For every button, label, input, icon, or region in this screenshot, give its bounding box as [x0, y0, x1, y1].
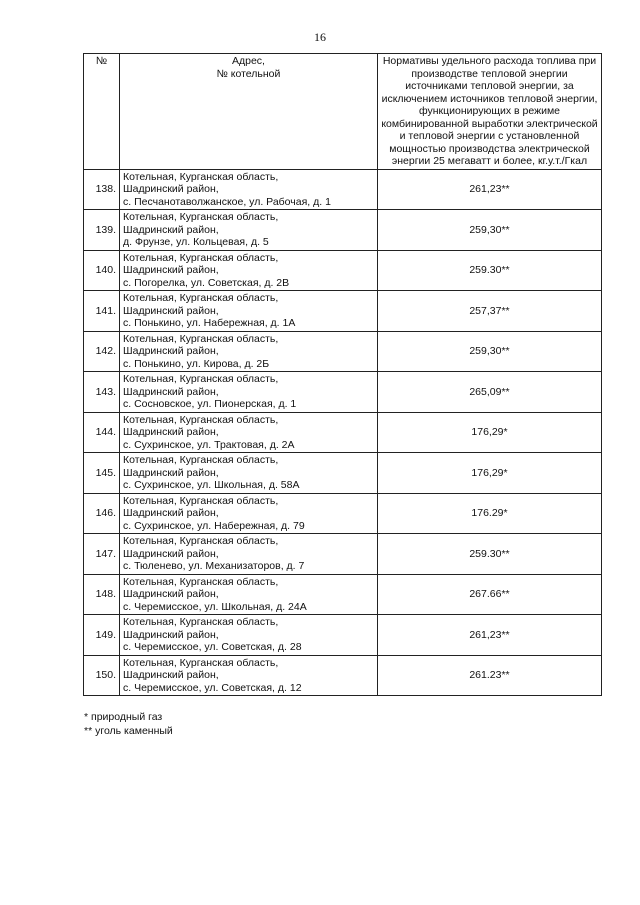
row-norm-value: 259.30** [378, 250, 602, 291]
header-address [120, 54, 378, 170]
row-address [120, 493, 378, 534]
address-line-2: Шадринский район, [123, 507, 219, 519]
footnote-natural-gas: * природный газ [84, 711, 163, 723]
address-line-1: Котельная, Курганская область, [123, 170, 279, 183]
table-row [84, 210, 602, 251]
table-row [84, 169, 602, 210]
address-line-2: Шадринский район, [123, 426, 219, 438]
row-norm-value: 257,37** [378, 291, 602, 332]
address-line-3: с. Сухринское, ул. Набережная, д. 79 [123, 519, 305, 532]
row-norm-value: 267.66** [378, 574, 602, 615]
address-line-3: с. Черемисское, ул. Советская, д. 28 [123, 641, 302, 653]
row-address [120, 250, 378, 291]
row-address [120, 169, 378, 210]
table-row [84, 574, 602, 615]
table-row [84, 493, 602, 534]
table-body [84, 169, 602, 696]
address-line-2: Шадринский район, [123, 264, 219, 276]
address-line-1: Котельная, Курганская область, [123, 332, 279, 345]
table-row [84, 250, 602, 291]
row-address [120, 210, 378, 251]
row-norm-value: 259.30** [378, 534, 602, 575]
row-norm-value: 259,30** [378, 210, 602, 251]
row-number: 149. [84, 615, 120, 656]
row-norm-value: 176.29* [378, 493, 602, 534]
footnote-coal: ** уголь каменный [84, 725, 173, 737]
row-norm-value: 265,09** [378, 372, 602, 413]
row-number: 141. [84, 291, 120, 332]
header-address-line2: № котельной [216, 67, 281, 80]
address-line-1: Котельная, Курганская область, [123, 656, 279, 669]
address-line-1: Котельная, Курганская область, [123, 616, 279, 628]
row-number: 143. [84, 372, 120, 413]
address-line-2: Шадринский район, [123, 588, 219, 600]
address-line-2: Шадринский район, [123, 304, 219, 317]
table-row [84, 412, 602, 453]
row-address [120, 453, 378, 494]
row-norm-value: 176,29* [378, 412, 602, 453]
address-line-3: с. Сосновское, ул. Пионерская, д. 1 [123, 398, 297, 410]
table-row [84, 655, 602, 696]
address-line-2: Шадринский район, [123, 223, 219, 236]
table-row [84, 615, 602, 656]
row-address [120, 331, 378, 372]
row-number: 145. [84, 453, 120, 494]
table-row [84, 453, 602, 494]
fuel-norms-table [83, 53, 602, 696]
address-line-1: Котельная, Курганская область, [123, 535, 279, 547]
row-address [120, 291, 378, 332]
page-number: 16 [314, 30, 326, 44]
row-address [120, 372, 378, 413]
row-number: 138. [84, 169, 120, 210]
row-number: 142. [84, 331, 120, 372]
address-line-3: с. Понькино, ул. Кирова, д. 2Б [123, 357, 270, 370]
address-line-3: с. Черемисское, ул. Школьная, д. 24А [123, 600, 307, 613]
table-row [84, 372, 602, 413]
row-address [120, 615, 378, 656]
address-line-3: с. Тюленево, ул. Механизаторов, д. 7 [123, 560, 305, 572]
address-line-1: Котельная, Курганская область, [123, 211, 279, 223]
row-number: 146. [84, 493, 120, 534]
address-line-2: Шадринский район, [123, 345, 219, 357]
row-number: 147. [84, 534, 120, 575]
table-row [84, 534, 602, 575]
address-line-3: с. Черемисское, ул. Советская, д. 12 [123, 681, 302, 694]
row-norm-value: 261,23** [378, 615, 602, 656]
header-norm: Нормативы удельного расхода топлива при производстве тепловой энергии источниками тепловой энергии, за исключением источников тепловой энергии, функционирующих в режиме комбинированной выработки электрической и тепловой энергии с установленной мощностью производства электрической энергии 25 мегаватт и более, кг.у.т./Гкал [378, 54, 602, 170]
address-line-1: Котельная, Курганская область, [123, 373, 279, 385]
row-address [120, 412, 378, 453]
address-line-2: Шадринский район, [123, 547, 219, 560]
address-line-1: Котельная, Курганская область, [123, 575, 279, 588]
row-address [120, 655, 378, 696]
address-line-2: Шадринский район, [123, 466, 219, 479]
row-norm-value: 261,23** [378, 169, 602, 210]
row-number: 140. [84, 250, 120, 291]
row-address [120, 574, 378, 615]
address-line-3: с. Понькино, ул. Набережная, д. 1А [123, 317, 296, 329]
address-line-1: Котельная, Курганская область, [123, 413, 279, 426]
table-row [84, 331, 602, 372]
row-norm-value: 261.23** [378, 655, 602, 696]
header-address-line1: Адрес, [232, 55, 265, 67]
address-line-1: Котельная, Курганская область, [123, 292, 279, 304]
address-line-2: Шадринский район, [123, 628, 219, 641]
address-line-3: с. Песчанотаволжанское, ул. Рабочая, д. 1 [123, 195, 331, 208]
address-line-3: с. Сухринское, ул. Школьная, д. 58А [123, 479, 300, 491]
address-line-3: с. Погорелка, ул. Советская, д. 2В [123, 276, 290, 289]
address-line-2: Шадринский район, [123, 183, 219, 195]
table-row [84, 291, 602, 332]
address-line-1: Котельная, Курганская область, [123, 494, 279, 507]
address-line-2: Шадринский район, [123, 385, 219, 398]
row-number: 144. [84, 412, 120, 453]
row-norm-value: 176,29* [378, 453, 602, 494]
row-norm-value: 259,30** [378, 331, 602, 372]
footnotes [84, 710, 173, 738]
header-number: № [84, 54, 120, 170]
row-number: 148. [84, 574, 120, 615]
address-line-3: д. Фрунзе, ул. Кольцевая, д. 5 [123, 236, 269, 248]
table-header-row [84, 54, 602, 170]
address-line-1: Котельная, Курганская область, [123, 454, 279, 466]
address-line-2: Шадринский район, [123, 669, 219, 681]
row-number: 150. [84, 655, 120, 696]
row-number: 139. [84, 210, 120, 251]
address-line-1: Котельная, Курганская область, [123, 251, 279, 264]
row-address [120, 534, 378, 575]
address-line-3: с. Сухринское, ул. Трактовая, д. 2А [123, 438, 295, 451]
